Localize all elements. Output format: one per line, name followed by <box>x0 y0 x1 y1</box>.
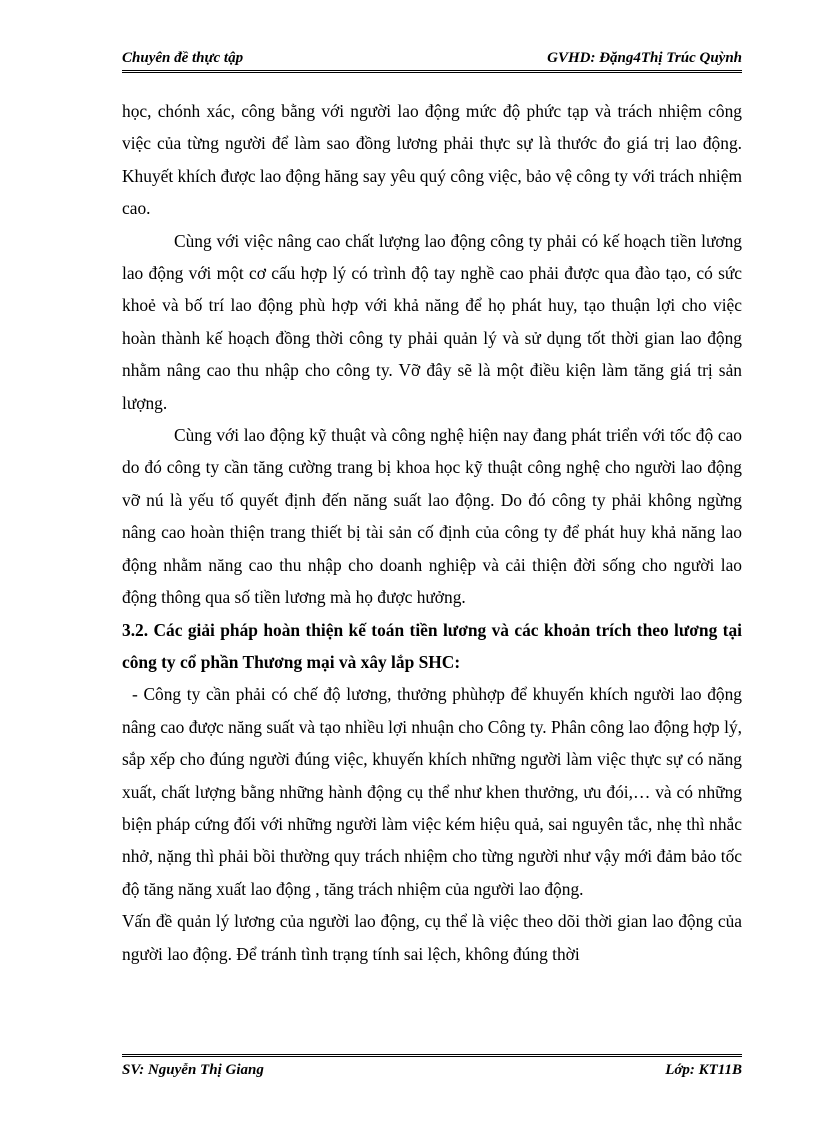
header-subject: Chuyên đề thực tập <box>122 50 244 66</box>
section-heading: 3.2. Các giải pháp hoàn thiện kế toán tiền lương và các khoản trích theo lương tại công ty cổ phần Thương mại và xây lắp SHC: <box>122 619 742 672</box>
page-footer <box>122 1054 742 1083</box>
footer-class: Lớp: KT11B <box>665 1062 742 1078</box>
paragraph: học, chónh xác, công bằng với người lao động mức độ phức tạp và trách nhiệm công việc của từng người để làm sao đồng lương phải thực sự là thước đo giá trị lao động. Khuyết khích được lao động hăng say yêu quý công việc, bảo vệ công ty với trách nhiệm cao. <box>122 101 742 219</box>
paragraph: Vấn đề quản lý lương của người lao động, cụ thể là việc theo dõi thời gian lao động của người lao động. Để tránh tình trạng tính sai lệch, không đúng thời <box>122 911 742 964</box>
bullet-paragraph: - Công ty cần phải có chế độ lương, thưởng phùhợp để khuyến khích người lao động nâng cao được năng suất và tạo nhiều lợi nhuận cho Công ty. Phân công lao động hợp lý, sắp xếp cho đúng người đúng việc, khuyến khích những người làm việc thực sự có năng xuất, chất lượng bằng những hành động cụ thể như khen thưởng, ưu đói,… và có những biện pháp cứng đối với những người làm việc kém hiệu quả, sai nguyên tắc, nhẹ thì nhắc nhở, nặng thì phải bồi thường quy trách nhiệm cho từng người như vậy mới đảm bảo tốc độ tăng năng xuất lao động , tăng trách nhiệm của người lao động. <box>122 684 742 899</box>
page-header <box>122 50 742 73</box>
paragraph: Cùng với lao động kỹ thuật và công nghệ hiện nay đang phát triển với tốc độ cao do đó công ty cần tăng cường trang bị khoa học kỹ thuật công nghệ cho người lao động vỡ nú là yếu tố quyết định đến năng suất lao động. Do đó công ty phải không ngừng nâng cao hoàn thiện trang thiết bị tài sản cố định của công ty để phát huy khả năng lao động nhằm năng cao thu nhập cho doanh nghiệp và cải thiện đời sống cho người lao động thông qua số tiền lương mà họ được hưởng. <box>122 425 742 608</box>
header-advisor: GVHD: Đặng4Thị Trúc Quỳnh <box>547 50 742 66</box>
footer-student: SV: Nguyễn Thị Giang <box>122 1062 264 1078</box>
paragraph: Cùng với việc nâng cao chất lượng lao động công ty phải có kế hoạch tiền lương lao động với một cơ cấu hợp lý có trình độ tay nghề cao phải được qua đào tạo, có sức khoẻ và bố trí lao động phù hợp với khả năng để họ phát huy, tạo thuận lợi cho việc hoàn thành kế hoạch đồng thời công ty phải quản lý và sử dụng tốt thời gian lao động nhằm nâng cao thu nhập cho công ty. Vỡ đây sẽ là một điều kiện làm tăng giá trị sản lượng. <box>122 230 742 413</box>
page-content <box>122 95 742 970</box>
